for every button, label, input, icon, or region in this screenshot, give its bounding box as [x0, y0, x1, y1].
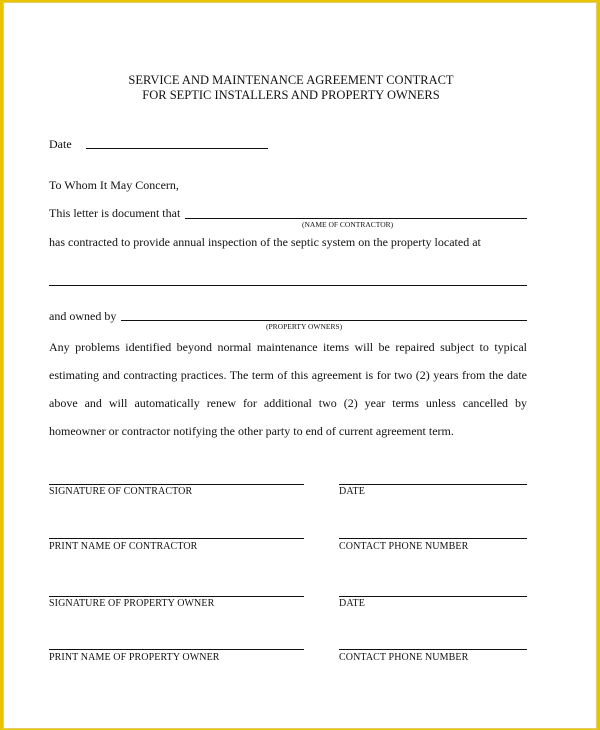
owner-phone-line[interactable] — [339, 649, 527, 650]
owner-print-name-label: PRINT NAME OF PROPERTY OWNER — [49, 652, 220, 663]
owner-phone-label: CONTACT PHONE NUMBER — [339, 652, 469, 663]
owned-by-label: and owned by — [49, 309, 117, 323]
contractor-print-name-label: PRINT NAME OF CONTRACTOR — [49, 541, 198, 552]
owner-signature-label: SIGNATURE OF PROPERTY OWNER — [49, 598, 215, 609]
contractor-phone-label: CONTACT PHONE NUMBER — [339, 541, 469, 552]
document-title-line-2: FOR SEPTIC INSTALLERS AND PROPERTY OWNERS — [142, 88, 440, 102]
owner-date-label: DATE — [339, 598, 365, 609]
contracted-text: has contracted to provide annual inspection of the septic system on the property located at — [49, 235, 481, 249]
owner-print-name-line[interactable] — [49, 649, 304, 650]
contractor-signature-line[interactable] — [49, 484, 304, 485]
contractor-name-line[interactable] — [185, 218, 527, 219]
contractor-date-line[interactable] — [339, 484, 527, 485]
terms-paragraph-line-4: homeowner or contractor notifying the other party to end of current agreement term. — [49, 424, 454, 438]
contractor-date-label: DATE — [339, 486, 365, 497]
property-address-line[interactable] — [49, 285, 527, 286]
terms-paragraph-line-1: Any problems identified beyond normal maintenance items will be repaired subject to typical — [49, 340, 527, 354]
owner-date-line[interactable] — [339, 596, 527, 597]
document-page — [3, 2, 597, 729]
contractor-phone-line[interactable] — [339, 538, 527, 539]
contractor-print-name-line[interactable] — [49, 538, 304, 539]
date-label: Date — [49, 137, 72, 151]
terms-paragraph-line-2: estimating and contracting practices. The term of this agreement is for two (2) years from the date — [49, 368, 527, 382]
terms-paragraph-line-3: above and will automatically renew for additional two (2) year terms unless cancelled by — [49, 396, 527, 410]
contractor-name-hint: (NAME OF CONTRACTOR) — [302, 220, 394, 229]
property-owners-line[interactable] — [121, 320, 527, 321]
property-owners-hint: (PROPERTY OWNERS) — [266, 322, 343, 331]
document-title-line-1: SERVICE AND MAINTENANCE AGREEMENT CONTRACT — [128, 73, 454, 87]
owner-signature-line[interactable] — [49, 596, 304, 597]
letter-intro: This letter is document that — [49, 206, 181, 220]
date-blank-line[interactable] — [86, 148, 268, 149]
salutation: To Whom It May Concern, — [49, 178, 179, 192]
contractor-signature-label: SIGNATURE OF CONTRACTOR — [49, 486, 193, 497]
